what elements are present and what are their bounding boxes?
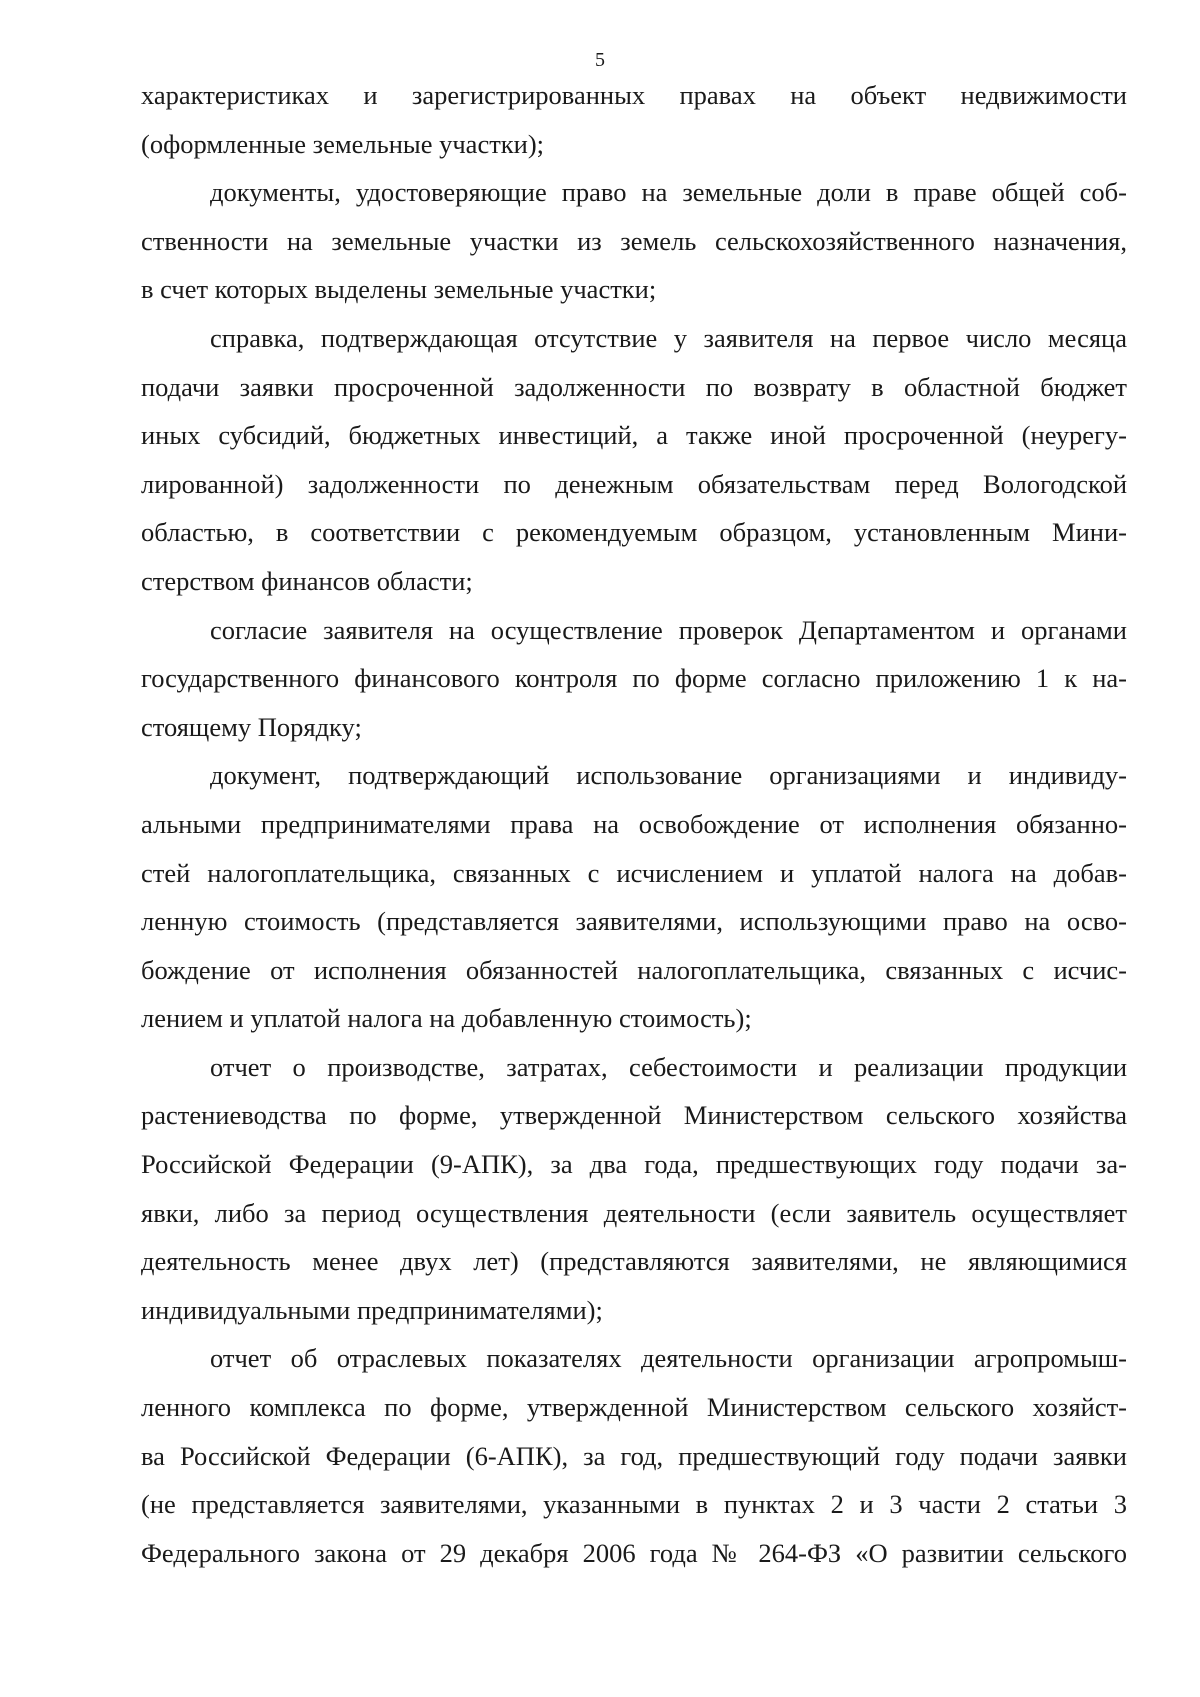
text-line: стоящему Порядку;: [141, 711, 362, 742]
text-line: лением и уплатой налога на добавленную стоимость);: [141, 1003, 752, 1034]
text-line: ственности на земельные участки из земель сельскохозяйственного назначения,: [141, 225, 1127, 256]
text-line: (не представляется заявителями, указанными в пунктах 2 и 3 части 2 статьи 3: [141, 1489, 1127, 1520]
text-line: отчет о производстве, затратах, себестоимости и реализации продукции: [210, 1051, 1127, 1082]
text-line: деятельность менее двух лет) (представляются заявителями, не являющимися: [141, 1246, 1127, 1277]
text-line: ленного комплекса по форме, утвержденной Министерством сельского хозяйст-: [141, 1392, 1127, 1423]
text-line: (оформленные земельные участки);: [141, 128, 545, 159]
text-line: документ, подтверждающий использование организациями и индивиду-: [210, 760, 1127, 791]
text-line: ва Российской Федерации (6-АПК), за год, предшествующий году подачи заявки: [141, 1440, 1127, 1471]
text-line: стей налогоплательщика, связанных с исчислением и уплатой налога на добав-: [141, 857, 1127, 888]
text-line: альными предпринимателями права на освобождение от исполнения обязанно-: [141, 808, 1127, 839]
text-line: Федерального закона от 29 декабря 2006 года № 264-ФЗ «О развитии сельского: [141, 1537, 1127, 1568]
text-line: документы, удостоверяющие право на земельные доли в праве общей соб-: [210, 177, 1127, 208]
text-line: иных субсидий, бюджетных инвестиций, а также иной просроченной (неурегу-: [141, 420, 1127, 451]
text-line: растениеводства по форме, утвержденной Министерством сельского хозяйства: [141, 1100, 1127, 1131]
text-line: явки, либо за период осуществления деятельности (если заявитель осуществляет: [141, 1197, 1127, 1228]
text-line: характеристиках и зарегистрированных правах на объект недвижимости: [141, 80, 1127, 110]
text-line: подачи заявки просроченной задолженности по возврату в областной бюджет: [141, 371, 1127, 402]
text-line: индивидуальными предпринимателями);: [141, 1294, 603, 1325]
text-line: в счет которых выделены земельные участки;: [141, 274, 657, 305]
text-line: государственного финансового контроля по форме согласно приложению 1 к на-: [141, 663, 1127, 694]
page-number: 5: [595, 49, 605, 71]
text-line: бождение от исполнения обязанностей налогоплательщика, связанных с исчис-: [141, 954, 1127, 985]
text-line: стерством финансов области;: [141, 565, 473, 596]
text-line: согласие заявителя на осуществление проверок Департаментом и органами: [210, 614, 1127, 645]
text-line: справка, подтверждающая отсутствие у заявителя на первое число месяца: [210, 322, 1127, 353]
text-line: областью, в соответствии с рекомендуемым образцом, установленным Мини-: [141, 517, 1127, 548]
text-line: лированной) задолженности по денежным обязательствам перед Вологодской: [141, 468, 1127, 499]
text-line: Российской Федерации (9-АПК), за два года, предшествующих году подачи за-: [141, 1149, 1127, 1180]
text-line: отчет об отраслевых показателях деятельности организации агропромыш-: [210, 1343, 1127, 1374]
text-line: ленную стоимость (представляется заявителями, использующими право на осво-: [141, 906, 1127, 937]
document-body: [141, 71, 1127, 1577]
